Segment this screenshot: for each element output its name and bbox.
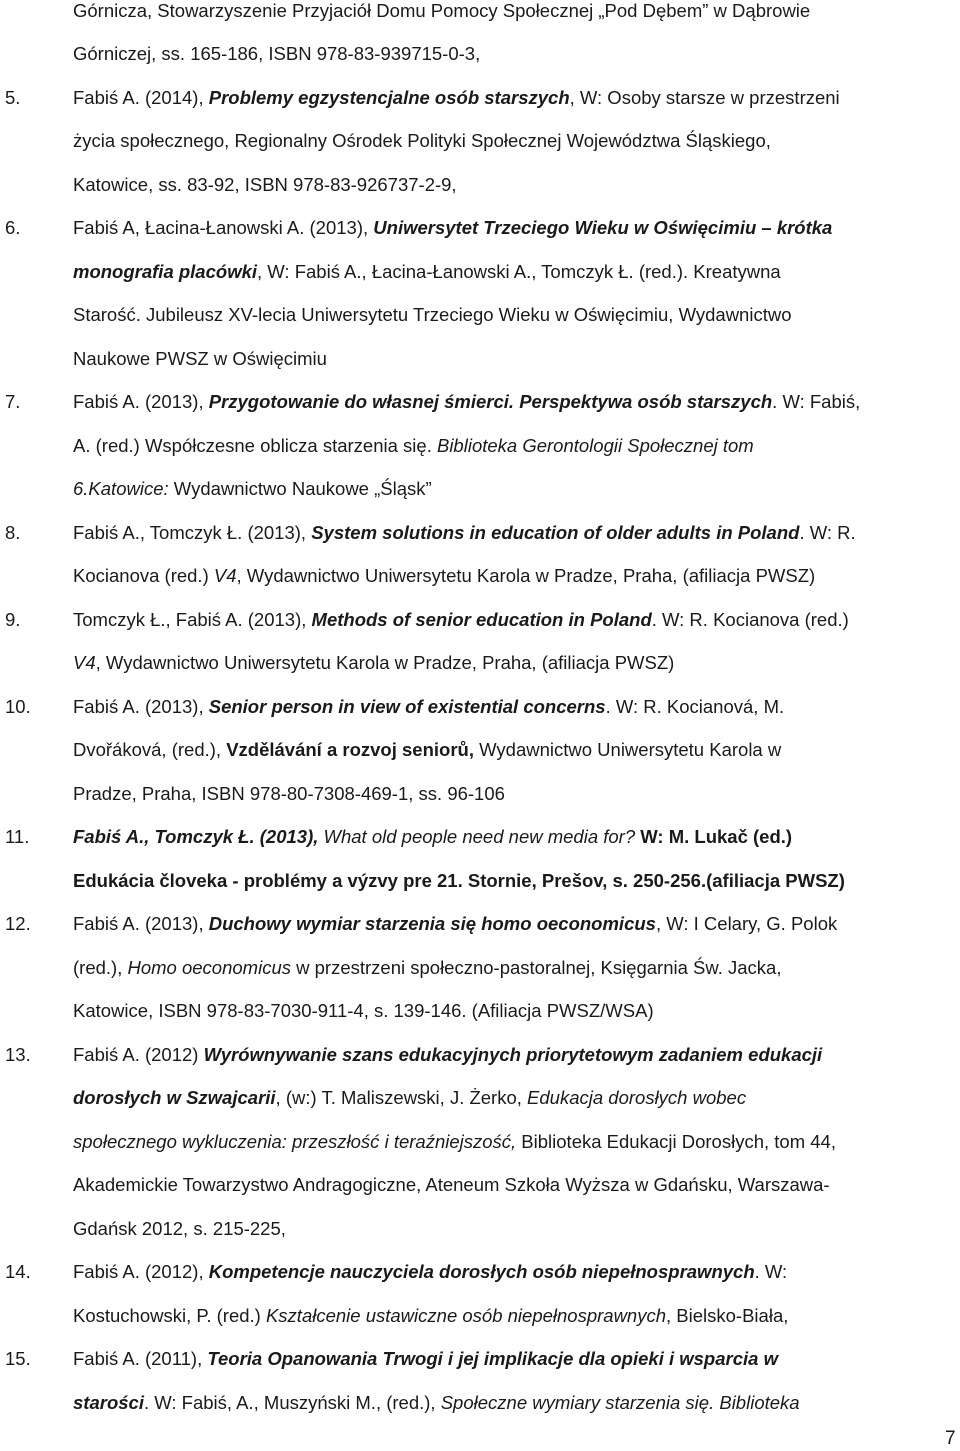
- list-item: Fabiś A. (2014), Problemy egzystencjalne osób starszych, W: Osoby starsze w przestrzeni: [73, 87, 840, 108]
- text-line: Katowice, ISBN 978-83-7030-911-4, s. 139-146. (Afiliacja PWSZ/WSA): [73, 1000, 654, 1021]
- text-line: Kocianova (red.) V4, Wydawnictwo Uniwersytetu Karola w Pradze, Praha, (afiliacja PWSZ): [73, 565, 816, 586]
- list-item: Fabiś A., Tomczyk Ł. (2013), System solutions in education of older adults in Poland. W: R.: [73, 522, 856, 543]
- list-item: Fabiś A, Łacina-Łanowski A. (2013), Uniwersytet Trzeciego Wieku w Oświęcimiu – krótka: [73, 217, 833, 238]
- list-item: Fabiś A. (2011), Teoria Opanowania Trwogi i jej implikacje dla opieki i wsparcia w: [73, 1348, 778, 1369]
- list-item: Fabiś A. (2012), Kompetencje nauczyciela dorosłych osób niepełnosprawnych. W:: [73, 1261, 788, 1282]
- text-line: Starość. Jubileusz XV-lecia Uniwersytetu Trzeciego Wieku w Oświęcimiu, Wydawnictwo: [73, 304, 792, 325]
- text-line: A. (red.) Współczesne oblicza starzenia się. Biblioteka Gerontologii Społecznej tom: [73, 435, 754, 456]
- text-line: Górnicza, Stowarzyszenie Przyjaciół Domu Pomocy Społecznej „Pod Dębem” w Dąbrowie: [73, 0, 811, 21]
- list-number: 6.: [5, 217, 21, 238]
- text-line: Gdańsk 2012, s. 215-225,: [73, 1218, 286, 1239]
- list-number: 9.: [5, 609, 21, 630]
- list-number: 14.: [5, 1261, 31, 1282]
- text-line: społecznego wykluczenia: przeszłość i teraźniejszość, Biblioteka Edukacji Dorosłych, tom 44,: [73, 1131, 836, 1152]
- text-line: Akademickie Towarzystwo Andragogiczne, Ateneum Szkoła Wyższa w Gdańsku, Warszawa-: [73, 1174, 830, 1195]
- text-line: Naukowe PWSZ w Oświęcimiu: [73, 348, 327, 369]
- text-line: dorosłych w Szwajcarii, (w:) T. Maliszewski, J. Żerko, Edukacja dorosłych wobec: [73, 1087, 747, 1108]
- text-line: Dvořáková, (red.), Vzdělávání a rozvoj seniorů, Wydawnictwo Uniwersytetu Karola w: [73, 739, 782, 760]
- page-number: 7: [945, 1428, 956, 1449]
- list-item: Fabiś A. (2013), Przygotowanie do własnej śmierci. Perspektywa osób starszych. W: Fabiś,: [73, 391, 861, 412]
- text-line: monografia placówki, W: Fabiś A., Łacina-Łanowski A., Tomczyk Ł. (red.). Kreatywna: [73, 261, 781, 282]
- list-item: Tomczyk Ł., Fabiś A. (2013), Methods of senior education in Poland. W: R. Kocianova (red.): [73, 609, 849, 630]
- text-line: Pradze, Praha, ISBN 978-80-7308-469-1, ss. 96-106: [73, 783, 505, 804]
- list-item: Fabiś A. (2013), Duchowy wymiar starzenia się homo oeconomicus, W: I Celary, G. Polok: [73, 913, 838, 934]
- list-number: 15.: [5, 1348, 31, 1369]
- list-number: 11.: [5, 826, 30, 847]
- list-number: 12.: [5, 913, 31, 934]
- list-number: 7.: [5, 391, 21, 412]
- list-number: 8.: [5, 522, 21, 543]
- list-number: 5.: [5, 87, 21, 108]
- text-line: Kostuchowski, P. (red.) Kształcenie ustawiczne osób niepełnosprawnych, Bielsko-Biała,: [73, 1305, 789, 1326]
- text-line: Edukácia človeka - problémy a výzvy pre 21. Stornie, Prešov, s. 250-256.(afiliacja PWSZ): [73, 870, 845, 891]
- list-number: 13.: [5, 1044, 31, 1065]
- text-line: (red.), Homo oeconomicus w przestrzeni społeczno-pastoralnej, Księgarnia Św. Jacka,: [73, 957, 782, 978]
- text-line: Górniczej, ss. 165-186, ISBN 978-83-939715-0-3,: [73, 43, 481, 64]
- text-line: Katowice, ss. 83-92, ISBN 978-83-926737-2-9,: [73, 174, 457, 195]
- list-number: 10.: [5, 696, 31, 717]
- list-item: Fabiś A., Tomczyk Ł. (2013), What old people need new media for? W: M. Lukač (ed.): [73, 826, 793, 847]
- text-line: starości. W: Fabiś, A., Muszyński M., (red.), Społeczne wymiary starzenia się. Biblioteka: [73, 1392, 800, 1413]
- text-line: V4, Wydawnictwo Uniwersytetu Karola w Pradze, Praha, (afiliacja PWSZ): [73, 652, 675, 673]
- list-item: Fabiś A. (2012) Wyrównywanie szans edukacyjnych priorytetowym zadaniem edukacji: [73, 1044, 823, 1065]
- text-line: 6.Katowice: Wydawnictwo Naukowe „Śląsk”: [73, 478, 432, 499]
- text-line: życia społecznego, Regionalny Ośrodek Polityki Społecznej Województwa Śląskiego,: [73, 130, 771, 151]
- list-item: Fabiś A. (2013), Senior person in view of existential concerns. W: R. Kocianová, M.: [73, 696, 785, 717]
